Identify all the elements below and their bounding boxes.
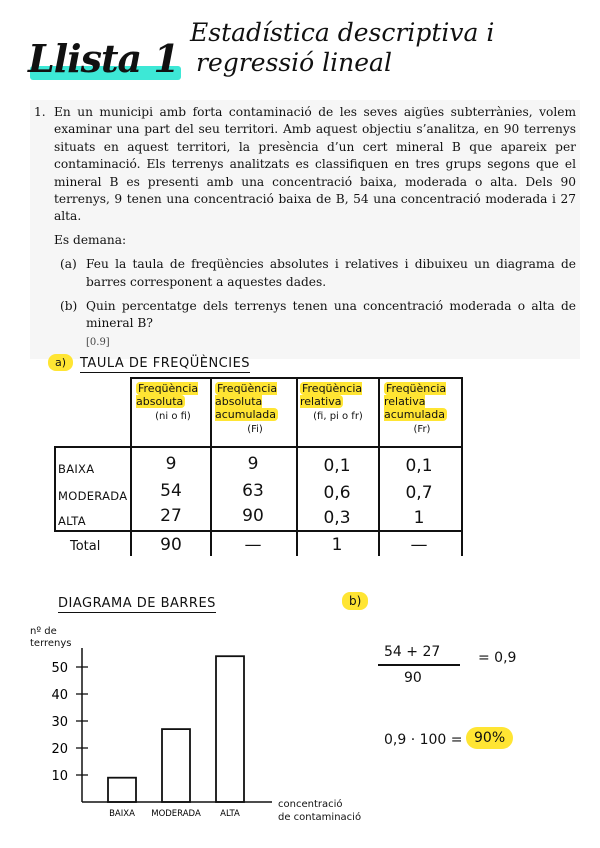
chart-title: DIAGRAMA DE BARRES [58, 596, 216, 611]
table-cell: 63 [242, 481, 264, 501]
table-cell: 0,1 [323, 456, 351, 476]
fraction-denominator: 90 [404, 670, 422, 686]
column-header-rel [300, 382, 376, 423]
table-cell: 0,1 [405, 456, 433, 476]
problem-ask: Es demana: [54, 232, 127, 247]
problem-item-label: (b) [60, 299, 78, 314]
problem-item-text: Quin percentatge dels terrenys tenen una concentració moderada o alta de mineral B? [86, 299, 576, 331]
section-a-label: a) [48, 354, 73, 371]
fraction-result: = 0,9 [478, 650, 517, 666]
percent-result: 90% [466, 727, 513, 749]
table-cell: 0,3 [323, 508, 351, 528]
table-cell: 90 [160, 535, 182, 555]
table-title: TAULA DE FREQÜÈNCIES [80, 356, 251, 371]
table-cell: 90 [242, 506, 264, 526]
chart-xlabel-line: concentració [278, 799, 343, 810]
chart-category-label: BAIXA [109, 809, 135, 819]
table-cell: 9 [165, 454, 177, 474]
chart-bar-moderada [162, 729, 190, 802]
subtitle-line-1: Estadística descriptiva i [190, 18, 495, 47]
column-header-text: Freqüència relativa [300, 382, 363, 408]
chart-xlabel-line: de contaminació [278, 812, 362, 823]
problem-statement [30, 100, 580, 359]
table-cell: — [244, 535, 262, 555]
chart-y-tick-label: 30 [51, 715, 68, 730]
column-header-symbol: (fi, pi o fr) [313, 411, 363, 422]
section-b-label: b) [342, 592, 368, 610]
chart-category-label: ALTA [220, 809, 240, 819]
problem-item-a [60, 256, 576, 291]
chart-bar-alta [216, 656, 244, 802]
table-cell: 0,7 [405, 483, 433, 503]
row-label-moderada: MODERADA [58, 489, 128, 503]
table-cell: 1 [413, 508, 425, 528]
problem-number: 1. [34, 105, 46, 119]
subtitle-line-2: regressió lineal [196, 48, 392, 77]
column-header-text: Freqüència relativa acumulada [384, 382, 447, 421]
table-cell: 27 [160, 506, 182, 526]
table-cell: — [410, 535, 428, 555]
row-label-alta: ALTA [58, 514, 86, 528]
table-body-line [54, 530, 462, 532]
fraction-bar [378, 664, 460, 666]
table-cell: 1 [331, 535, 343, 555]
chart-y-tick-label: 50 [51, 661, 68, 676]
percent-product: 0,9 · 100 = [384, 732, 463, 748]
problem-item-label: (a) [60, 257, 77, 272]
table-vline [461, 377, 463, 556]
row-label-baixa: BAIXA [58, 462, 95, 476]
table-cell: 0,6 [323, 483, 351, 503]
column-header-text: Freqüència absoluta acumulada [215, 382, 278, 421]
column-header-symbol: (Fr) [413, 424, 431, 435]
row-label-total: Total [70, 539, 101, 554]
table-cell: 54 [160, 481, 182, 501]
table-vline [54, 446, 56, 531]
column-header-abs-cum [215, 382, 295, 436]
chart-category-label: MODERADA [151, 809, 201, 819]
list-title-text: Llista 1 [28, 36, 179, 81]
chart-y-tick-label: 40 [51, 688, 68, 703]
column-header-symbol: (ni o fi) [155, 411, 191, 422]
column-header-text: Freqüència absoluta [136, 382, 199, 408]
problem-text: En un municipi amb forta contaminació de les seves aigües subterrànies, volem examinar una part del seu territori. Amb aquest objectiu s’analitza, en 90 terrenys situats en aquest territori, la presència d’un cert mineral B que apareix per contaminació. Els terrenys analitzats es classifiquen en tres grups segons que el mineral B es presenti amb una concentració baixa, moderada o alta. Dels 90 terrenys, 9 tenen una concentració baixa de B, 54 una concentració moderada i 27 alta. [54, 105, 576, 224]
problem-item-b [60, 298, 576, 351]
chart-y-tick-label: 10 [51, 769, 68, 784]
table-header-line [54, 446, 462, 448]
chart-bar-baixa [108, 778, 136, 802]
chart-ylabel-line: terrenys [30, 638, 72, 649]
column-header-abs [136, 382, 210, 423]
chart-ylabel-line: nº de [30, 626, 57, 637]
column-header-rel-cum [384, 382, 460, 436]
problem-item-ref: [0.9] [86, 336, 110, 348]
list-title [28, 36, 179, 81]
table-cell: 9 [247, 454, 259, 474]
problem-item-text: Feu la taula de freqüències absolutes i relatives i dibuixeu un diagrama de barres corresponent a aquestes dades. [86, 257, 576, 289]
chart-y-tick-label: 20 [51, 742, 68, 757]
bar-chart [0, 620, 300, 830]
fraction-numerator: 54 + 27 [384, 644, 441, 660]
column-header-symbol: (Fi) [247, 424, 263, 435]
